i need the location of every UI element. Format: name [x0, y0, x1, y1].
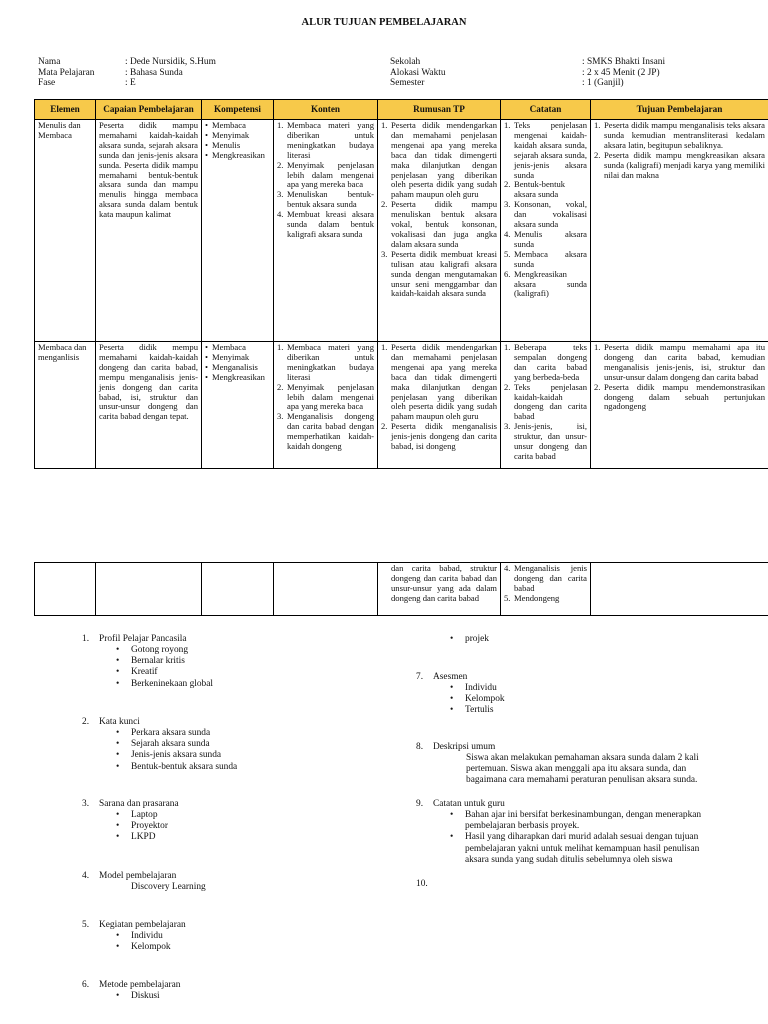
- bullet-icon: •: [116, 832, 120, 843]
- list-item: 4. Menganalisis jenis dongeng dan carita babad: [504, 563, 587, 593]
- cell-kompetensi: [202, 342, 274, 469]
- document-title: ALUR TUJUAN PEMBELAJARAN: [301, 17, 467, 28]
- list-item: 2. Peserta didik menganalisis jenis-jenis dongeng dan carita babad, isi dongeng: [381, 421, 497, 452]
- list-item: 1. Beberapa teks sempalan dongeng dan carita babad yang berbeda-beda: [504, 342, 587, 382]
- section-heading: Sarana dan prasarana: [99, 799, 179, 809]
- bullet-icon: •: [116, 667, 120, 678]
- cell-capaian: [96, 563, 202, 616]
- list-item: • Hasil yang diharapkan dari murid adalah sesuai dengan tujuan pembelajaran yakni untuk melihat kemampuan hasil penulisan aksara sunda yang sudah ditulis sebelumnya oleh siswa: [450, 832, 700, 865]
- list-item: • LKPD: [116, 832, 156, 843]
- bullet-icon: •: [116, 991, 120, 1001]
- cell-rumusan-tp: [378, 120, 501, 342]
- bullet-icon: •: [205, 120, 209, 130]
- bullet-icon: •: [116, 750, 120, 761]
- section-heading: Deskripsi umum: [433, 742, 496, 752]
- table-header-row: [35, 100, 768, 120]
- list-item: 4. Membuat kreasi aksara sunda dalam bentuk kaligrafi aksara sunda: [277, 209, 374, 239]
- list-item: • Proyektor: [116, 821, 168, 832]
- list-item: 2. Peserta didik mampu mengkreasikan aksara sunda (kaligrafi) menjadi karya yang memiliki nilai dan makna: [594, 149, 765, 180]
- deskripsi-text: Siswa akan melakukan pemahaman aksara sunda dalam 2 kali pertemuan. Siswa akan menggali apa itu aksara sunda, dan bagaimana cara memahami peraturan penulisan aksara sunda.: [466, 753, 699, 786]
- list-item: • Laptop: [116, 810, 158, 820]
- list-item: 1. Peserta didik mendengarkan dan memahami penjelasan mengenai apa yang mereka baca dan tidak dimengerti maka dilanjutkan dengan penjelasan yang diberikan oleh peserta didik yang sudah paham maupun oleh guru: [381, 120, 497, 200]
- meta-left-labels: [38, 57, 94, 89]
- list-item: 1. Membaca materi yang diberikan untuk meningkatkan budaya literasi: [277, 342, 374, 382]
- cell-elemen: Menulis dan Membaca: [35, 120, 96, 342]
- capaian-text: Peserta didik mampu memahami kaidah-kaidah aksara sunda, sejarah aksara sunda dan jenis-jenis aksara sunda. Peserta didik mampu memahami bentuk-bentuk aksara sunda dan mampu menulis hingga membaca aksara sunda dalam bentuk kata maupun kalimat: [99, 120, 198, 220]
- section-heading: Asesmen: [433, 672, 468, 682]
- bullet-icon: •: [116, 678, 120, 689]
- list-item: • Bernalar kritis: [116, 656, 185, 667]
- list-item: 2. Bentuk-bentuk aksara sunda: [504, 179, 566, 200]
- meta-label: Mata Pelajaran: [38, 67, 95, 78]
- bullet-icon: •: [450, 694, 454, 705]
- cell-konten: [274, 120, 378, 342]
- meta-label: Fase: [38, 78, 56, 88]
- cell-elemen: Membaca dan menganlisis: [35, 342, 96, 469]
- section-heading: Metode pembelajaran: [99, 980, 181, 990]
- list-item: • Mengkreasikan: [205, 371, 265, 382]
- list-item: • Tertulis: [450, 705, 494, 716]
- atp-table-continued: [34, 562, 768, 616]
- bullet-icon: •: [205, 351, 209, 362]
- meta-value: : Bahasa Sunda: [125, 67, 183, 78]
- list-item: 1. Peserta didik mampu memahami apa itu dongeng dan carita babad, kemudian menganalisis jenis-jenis, isi, struktur dan unsur-unsur dalam dongeng dan carita babad: [594, 342, 765, 382]
- list-item: • Mengkreasikan: [205, 149, 265, 160]
- section-heading: Model pembelajaran: [99, 871, 177, 881]
- list-item: • Menganalisis: [205, 361, 258, 372]
- meta-right-labels: [390, 57, 446, 89]
- model-value: Discovery Learning: [131, 882, 206, 892]
- section-heading: Profil Pelajar Pancasila: [99, 634, 187, 644]
- meta-value: : E: [125, 78, 136, 88]
- bullet-icon: •: [116, 728, 120, 738]
- meta-label: Sekolah: [390, 57, 421, 67]
- meta-right-values: [582, 57, 665, 89]
- header-catatan: Catatan: [501, 100, 591, 120]
- cell-tujuan: [591, 342, 768, 469]
- list-item: 3. Peserta didik membuat kreasi tulisan atau kaligrafi aksara sunda dengan mengutamakan unsur seni menggambar dan kaidah-kaidah aksara sunda: [381, 248, 497, 299]
- meta-value: : SMKS Bhakti Insani: [582, 57, 666, 67]
- list-item: 3. Menuliskan bentuk-bentuk aksara sunda: [277, 189, 374, 210]
- bullet-icon: •: [450, 634, 454, 644]
- list-item: 1. Teks penjelasan mengenai kaidah-kaidah aksara sunda, sejarah aksara sunda, jenis-jenis aksara sunda: [504, 120, 587, 180]
- meta-label: Alokasi Waktu: [390, 67, 446, 78]
- list-item: • Menulis: [205, 139, 241, 150]
- bullet-icon: •: [450, 832, 454, 843]
- bullet-icon: •: [116, 942, 120, 953]
- list-item: • Kelompok: [116, 942, 171, 953]
- list-item: 3. Konsonan, vokal, dan vokalisasi aksara sunda: [504, 199, 587, 230]
- list-item: • Membaca: [205, 120, 246, 130]
- list-item: 3. Menganalisis dongeng dan carita babad dengan memperhatikan kaidah-kaidah dongeng: [277, 411, 374, 452]
- list-item: • Kreatif: [116, 667, 158, 678]
- header-elemen: Elemen: [35, 100, 96, 120]
- cell-konten: [274, 563, 378, 616]
- meta-label: Nama: [38, 57, 61, 67]
- meta-value: : Dede Nursidik, S.Hum: [125, 57, 216, 67]
- cell-tujuan: [591, 563, 768, 616]
- cell-catatan: [501, 563, 591, 616]
- bullet-icon: •: [205, 129, 209, 140]
- list-item: 5. Membaca aksara sunda: [504, 248, 587, 269]
- list-item: 2. Menyimak penjelasan lebih dalam mengenai apa yang mereka baca: [277, 381, 374, 412]
- bullet-icon: •: [116, 931, 120, 941]
- list-item: • projek: [450, 634, 489, 644]
- table-row: [35, 120, 768, 342]
- list-item: • Kelompok: [450, 694, 505, 705]
- list-item: 6. Mengkreasikan aksara sunda (kaligrafi): [504, 268, 587, 299]
- bullet-icon: •: [205, 371, 209, 382]
- list-item: • Bahan ajar ini bersifat berkesinambungan, dengan menerapkan pembelajaran berbasis proyek.: [450, 810, 702, 832]
- list-item: • Berkeninekaan global: [116, 678, 213, 689]
- bullet-icon: •: [205, 149, 209, 160]
- list-item: 1. Peserta didik mendengarkan dan memahami penjelasan mengenai apa yang mereka baca dan tidak dimengerti maka dilanjutkan dengan penjelasan yang diberikan oleh peserta didik yang sudah paham maupun oleh guru: [381, 342, 497, 422]
- cell-tujuan: [591, 120, 768, 342]
- list-item: • Jenis-jenis aksara sunda: [116, 750, 222, 761]
- section-heading: Catatan untuk guru: [433, 799, 505, 809]
- note-section-model: 4. Model pembelajaran Discovery Learning: [82, 871, 206, 892]
- header-rumusan-tp: Rumusan TP: [378, 100, 501, 120]
- meta-value: : 1 (Ganjil): [582, 78, 624, 88]
- bullet-icon: •: [450, 705, 454, 716]
- meta-left-values: [125, 57, 216, 89]
- list-item: • Gotong royong: [116, 645, 189, 655]
- bullet-icon: •: [116, 810, 120, 820]
- header-kompetensi: Kompetensi: [202, 100, 274, 120]
- cell-rumusan-tp: [378, 342, 501, 469]
- list-item: 2. Teks penjelasan kaidah-kaidah dongeng dan carita babad: [504, 381, 587, 422]
- capaian-text: Peserta didik mempu memahami kaidah-kaidah dongeng dan carita babad, mempu menganalisis jenis-jenis dongeng dan carita babad, isi, struktur dan unsur-unsur dongeng dan carita babad dengan tepat.: [99, 342, 198, 422]
- list-item: • Menyimak: [205, 129, 250, 140]
- header-konten: Konten: [274, 100, 378, 120]
- list-item: • Membaca: [205, 342, 246, 352]
- cell-catatan: [501, 120, 591, 342]
- rumusan-continued: dan carita babad, struktur dongeng dan carita babad dan unsur-unsur yang ada dalam dongeng dan carita babad: [391, 563, 497, 603]
- bullet-icon: •: [116, 761, 120, 772]
- bullet-icon: •: [450, 683, 454, 693]
- section-heading: Kegiatan pembelajaran: [99, 920, 186, 930]
- list-item: 2. Peserta didik mampu menuliskan bentuk aksara vokal, bentuk konsonan, vokalisasi dan juga angka dalam aksara sunda: [381, 199, 497, 249]
- bullet-icon: •: [450, 810, 454, 820]
- list-item: • Individu: [450, 683, 497, 693]
- bullet-icon: •: [116, 739, 120, 750]
- list-item: 1. Membaca materi yang diberikan untuk meningkatkan budaya literasi: [277, 120, 374, 160]
- cell-konten: [274, 342, 378, 469]
- list-item: 3. Jenis-jenis, isi, struktur, dan unsur-unsur dongeng dan carita babad: [504, 421, 587, 461]
- cell-capaian: [96, 342, 202, 469]
- cell-kompetensi: [202, 120, 274, 342]
- header-capaian: Capaian Pembelajaran: [96, 100, 202, 120]
- list-item: 1. Peserta didik mampu menganalisis teks aksara sunda kemudian mentransliterasi kedalam aksara latin, begitupun sebaliknya.: [594, 120, 765, 150]
- bullet-icon: •: [205, 361, 209, 372]
- section-heading: Kata kunci: [99, 717, 140, 727]
- table-row: [35, 563, 768, 616]
- list-item: • Diskusi: [116, 991, 160, 1001]
- cell-capaian: [96, 120, 202, 342]
- cell-kompetensi: [202, 563, 274, 616]
- bullet-icon: •: [116, 821, 120, 832]
- cell-elemen: [35, 563, 96, 616]
- bullet-icon: •: [205, 342, 209, 352]
- header-tujuan: Tujuan Pembelajaran: [591, 100, 768, 120]
- atp-table: [34, 99, 768, 469]
- bullet-icon: •: [205, 139, 209, 150]
- cell-catatan: [501, 342, 591, 469]
- table-row: [35, 342, 768, 469]
- list-item: • Perkara aksara sunda: [116, 728, 211, 738]
- meta-value: : 2 x 45 Menit (2 JP): [582, 67, 660, 78]
- list-item: • Menyimak: [205, 351, 250, 362]
- list-item: 2. Menyimak penjelasan lebih dalam mengenai apa yang mereka baca: [277, 159, 374, 190]
- cell-rumusan-tp: [378, 563, 501, 616]
- list-item: • Sejarah aksara sunda: [116, 739, 210, 750]
- meta-label: Semester: [390, 78, 425, 88]
- list-item: 5. Mendongeng: [504, 592, 560, 603]
- bullet-icon: •: [116, 656, 120, 667]
- list-item: • Individu: [116, 931, 163, 941]
- list-item: • Bentuk-bentuk aksara sunda: [116, 761, 238, 772]
- list-item: 4. Menulis aksara sunda: [504, 228, 587, 249]
- bullet-icon: •: [116, 645, 120, 655]
- list-item: 2. Peserta didik mampu mendemonstrasikan dongeng dalam sebuah pertunjukan ngadongeng: [594, 381, 765, 412]
